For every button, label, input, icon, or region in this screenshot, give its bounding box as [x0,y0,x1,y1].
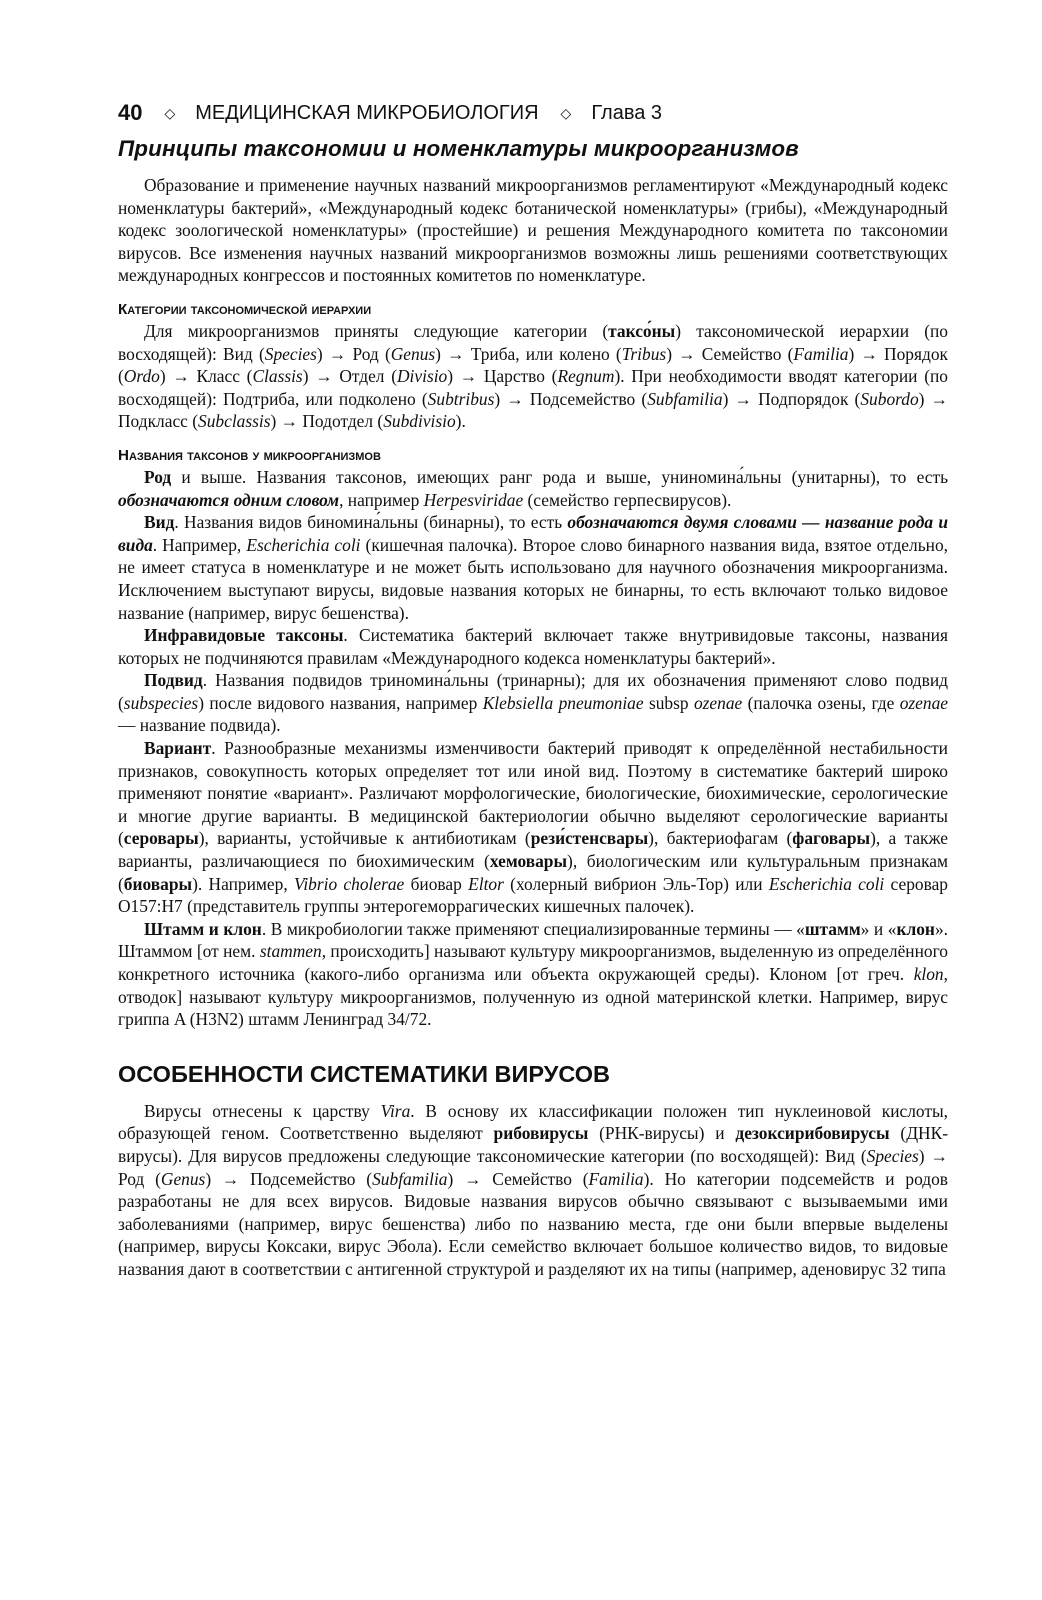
book-title: МЕДИЦИНСКАЯ МИКРОБИОЛОГИЯ [195,101,539,124]
variant-paragraph: Вариант. Разнообразные механизмы изменчивости бактерий приводят к определённой нестабильности признаков, совокупность которых определяет тот или иной вид. Поэтому в систематике бактерий широко применяют понятие «вариант». Различают морфологические, биологические, биохимические, серологические и многие другие варианты. В медицинской бактериологии обычно выделяют серологические варианты (серовары), варианты, устойчивые к антибиотикам (рези́стенсвары), бактериофагам (фаговары), а также варианты, различающиеся по биохимическим (хемовары), биологическим или культуральным признакам (биовары). Например, Vibrio cholerae биовар Eltor (холерный вибрион Эль-Тор) или Escherichia coli серовар O157:H7 (представитель группы энтерогеморрагических кишечных палочек). [118,738,948,917]
infraspecific-paragraph: Инфравидовые таксоны. Систематика бактерий включает также внутривидовые таксоны, названия которых не подчиняются правилам «Международного кодекса номенклатуры бактерий». [118,625,948,668]
running-header [118,98,948,128]
book-page [118,98,948,1281]
subsection-title-names: Названия таксонов у микроорганизмов [118,446,381,464]
section-title: Принципы таксономии и номенклатуры микроорганизмов [118,136,799,161]
intro-paragraph: Образование и применение научных названий микроорганизмов регламентируют «Международный кодекс номенклатуры бактерий», «Международный кодекс ботанической номенклатуры» (грибы), «Международный кодекс зоологической номенклатуры» (простейшие) и решения Международного комитета по таксономии вирусов. Все изменения научных названий микроорганизмов возможны лишь решениями соответствующих международных конгрессов и постоянных комитетов по номенклатуре. [118,175,948,286]
viruses-paragraph: Вирусы отнесены к царству Vira. В основу их классификации положен тип нуклеиновой кислоты, образующей геном. Соответственно выделяют рибовирусы (РНК-вирусы) и дезоксирибовирусы (ДНК-вирусы). Для вирусов предложены следующие таксономические категории (по восходящей): Вид (Species) → Род (Genus) → Подсемейство (Subfamilia) → Семейство (Familia). Но категории подсемейств и родов разработаны не для всех вирусов. Видовые названия вирусов обычно связывают с вызываемыми ими заболеваниями (например, вирус бешенства) либо по названию места, где они были впервые выделены (например, вирусы Коксаки, вирус Эбола). Если семейство включает большое количество видов, то видовые названия дают в соответствии с антигенной структурой и разделяют их на типы (например, аденовирус 32 типа [118,1100,949,1279]
page-number: 40 [118,100,143,125]
subspecies-paragraph: Подвид. Названия подвидов триномина́льны (тринарны); для их обозначения применяют слово подвид (subspecies) после видового названия, например Klebsiella pneumoniae subsp ozenae (палочка озены, где ozenae — название подвида). [118,670,948,736]
subsection-title-categories: Категории таксономической иерархии [118,300,372,318]
diamond-icon: ◇ [164,104,176,121]
strain-paragraph: Штамм и клон. В микробиологии также применяют специализированные термины — «штамм» и «клон». Штаммом [от нем. stammen, происходить] называют культуру микроорганизмов, выделенную из определённого конкретного источника (какого-либо организма или объекта окружающей среды). Клоном [от греч. klon, отводок] называют культуру микроорганизмов, полученную из одной материнской клетки. Например, вирус гриппа A (H3N2) штамм Ленинград 34/72. [118,918,948,1030]
diamond-icon: ◇ [560,104,572,121]
chapter-label: Глава 3 [591,101,663,124]
categories-paragraph: Для микроорганизмов приняты следующие категории (таксо́ны) таксономической иерархии (по восходящей): Вид (Species) → Род (Genus) → Триба, или колено (Tribus) → Семейство (Familia) → Порядок (Ordo) → Класс (Classis) → Отдел (Divisio) → Царство (Regnum). При необходимости вводят категории (по восходящей): Подтриба, или подколено (Subtribus) → Подсемейство (Subfamilia) → Подпорядок (Subordo) → Подкласс (Subclassis) → Подотдел (Subdivisio). [118,320,949,432]
species-paragraph: Вид. Названия видов биномина́льны (бинарны), то есть обозначаются двумя словами — название рода и вида. Например, Escherichia coli (кишечная палочка). Второе слово бинарного названия вида, взятое отдельно, не имеет статуса в номенклатуре и не может быть использовано для научного обозначения микроорганизма. Исключением выступают вирусы, видовые названия которых не бинарны, то есть включают только видовое название (например, вирус бешенства). [118,512,948,623]
genus-paragraph: Род и выше. Названия таксонов, имеющих ранг рода и выше, униномина́льны (унитарны), то есть обозначаются одним словом, например Herpesviridae (семейство герпесвирусов). [118,466,948,510]
section-title-viruses: ОСОБЕННОСТИ СИСТЕМАТИКИ ВИРУСОВ [118,1060,611,1087]
